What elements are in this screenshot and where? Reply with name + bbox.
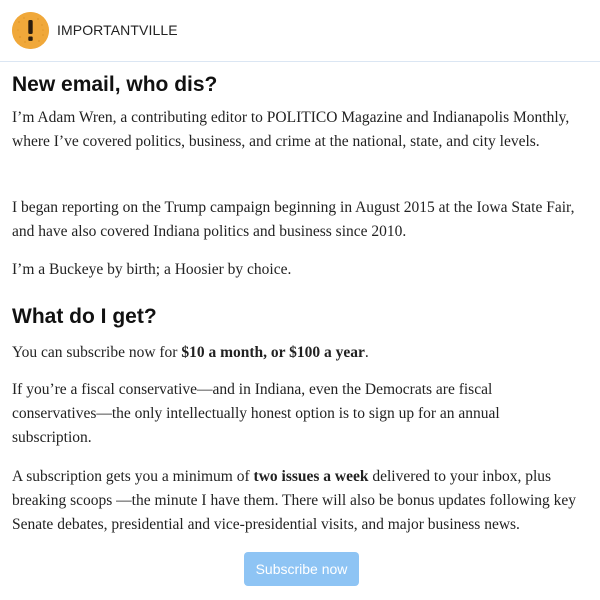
- price-paragraph: [12, 341, 582, 365]
- benefits-suffix: delivered to your inbox, plus breaking scoops —the minute I have them. There will also be bonus updates following key Senate debates, presidential and vice-presidential visits, and major business news.: [12, 468, 577, 533]
- price-suffix: .: [364, 344, 369, 361]
- benefits-prefix: A subscription gets you a minimum of: [12, 468, 254, 485]
- benefits-highlight: two issues a week: [253, 468, 369, 485]
- conservative-paragraph: If you’re a fiscal conservative—and in Indiana, even the Democrats are fiscal conservatives—the only intellectually honest option is to sign up for an annual subscription.: [12, 381, 500, 446]
- site-name[interactable]: IMPORTANTVILLE: [57, 22, 178, 38]
- price-text: $10 a month, or $100 a year: [181, 344, 365, 361]
- about-paragraph: I’m Adam Wren, a contributing editor to POLITICO Magazine and Indianapolis Monthly, where I’ve covered politics, business, and crime at the national, state, and city levels.: [12, 109, 570, 150]
- about-paragraph: I began reporting on the Trump campaign beginning in August 2015 at the Iowa State Fair, and have also covered Indiana politics and business since 2010.: [12, 199, 575, 240]
- benefits-paragraph: [12, 465, 592, 537]
- about-paragraph: I’m a Buckeye by birth; a Hoosier by choice.: [12, 261, 292, 278]
- subscribe-button[interactable]: Subscribe now: [244, 552, 359, 586]
- offer-heading: What do I get?: [12, 305, 157, 328]
- about-heading: New email, who dis?: [12, 73, 218, 96]
- site-header: [0, 0, 600, 62]
- price-prefix: You can subscribe now for: [12, 344, 182, 361]
- exclamation-logo-icon[interactable]: [12, 12, 49, 49]
